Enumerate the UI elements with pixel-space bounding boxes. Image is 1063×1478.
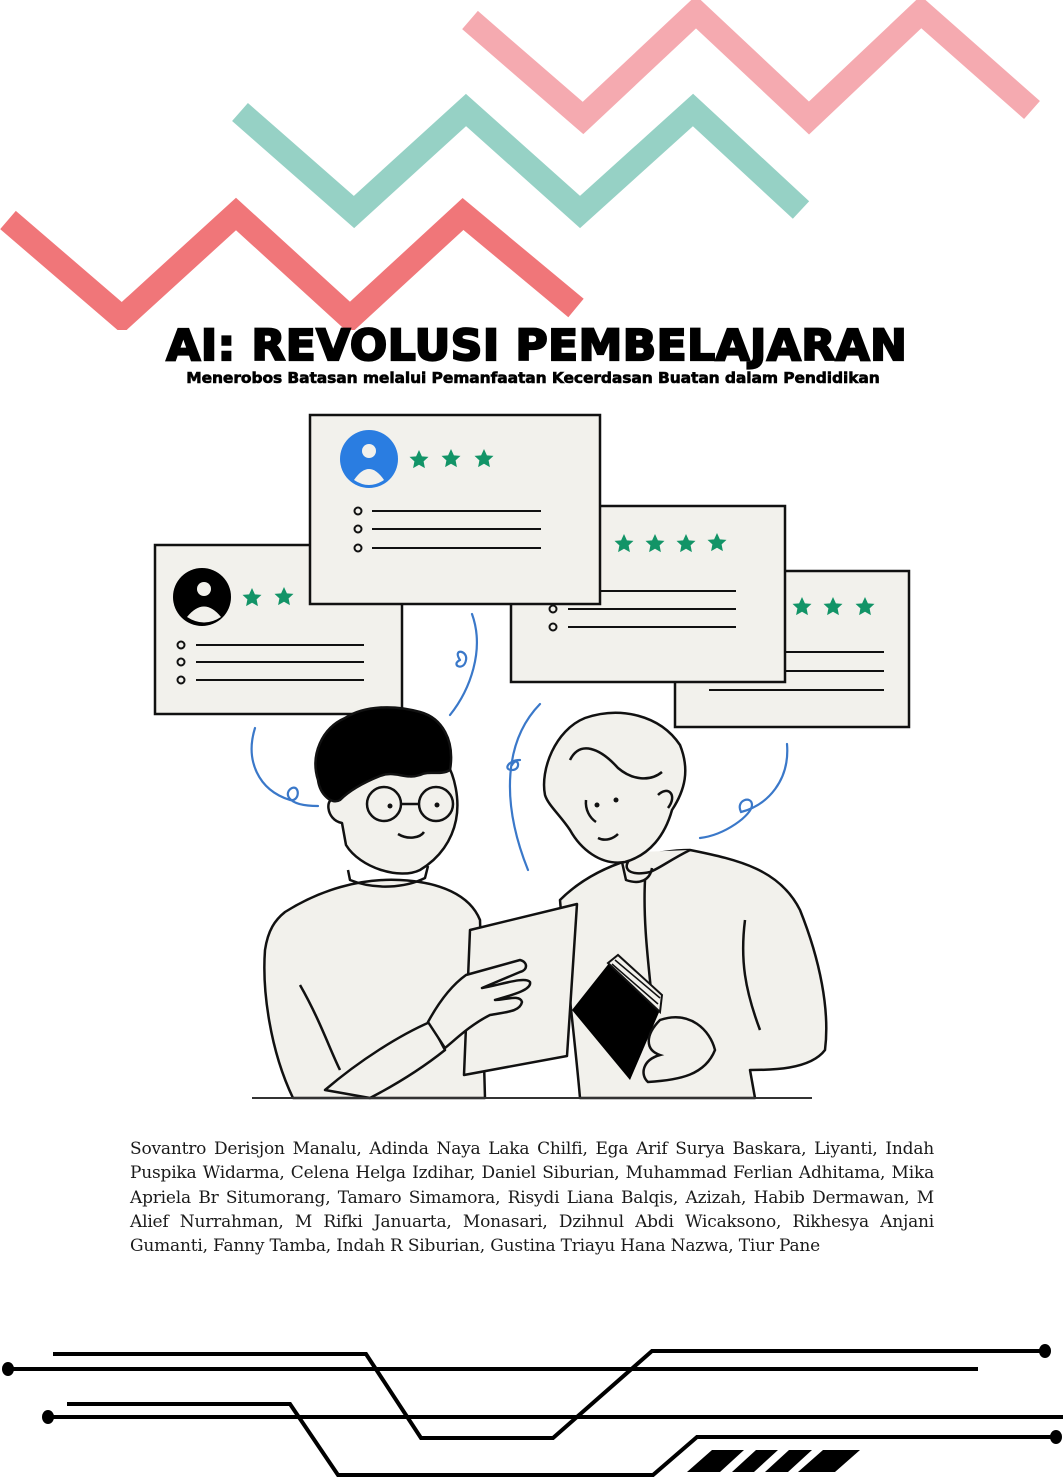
author-list: Sovantro Derisjon Manalu, Adinda Naya Laka Chilfi, Ega Arif Surya Baskara, Liyanti, Indah Puspika Widarma, Celena Helga Izdihar, Daniel Siburian, Muhammad Ferlian Adhitama, Mika Apriela Br Situmorang, Tamaro Simamora, Risydi Liana Balqis, Azizah, Habib Dermawan, M Alief Nurrahman, M Rifki Januarta, Monasari, Dzihnul Abdi Wicaksono, Rikhesya Anjani Gumanti, Fanny Tamba, Indah R Siburian, Gustina Triayu Hana Nazwa, Tiur Pane <box>130 1139 934 1257</box>
circuit-trace-1 <box>53 1351 1042 1438</box>
circuit-node-icon <box>1050 1430 1062 1444</box>
circuit-node-icon <box>2 1362 14 1376</box>
black-avatar-icon <box>173 568 231 626</box>
circuit-node-icon <box>42 1410 54 1424</box>
cover-subtitle: Menerobos Batasan melalui Pemanfaatan Kecerdasan Buatan dalam Pendidikan <box>186 369 880 387</box>
blue-avatar-icon <box>340 430 398 488</box>
cover-title: AI: REVOLUSI PEMBELAJARAN <box>166 321 908 371</box>
stripe-blocks <box>687 1450 860 1472</box>
circuit-trace-3 <box>67 1404 1055 1475</box>
circuit-node-icon <box>1039 1344 1051 1358</box>
review-card-center <box>310 415 600 604</box>
